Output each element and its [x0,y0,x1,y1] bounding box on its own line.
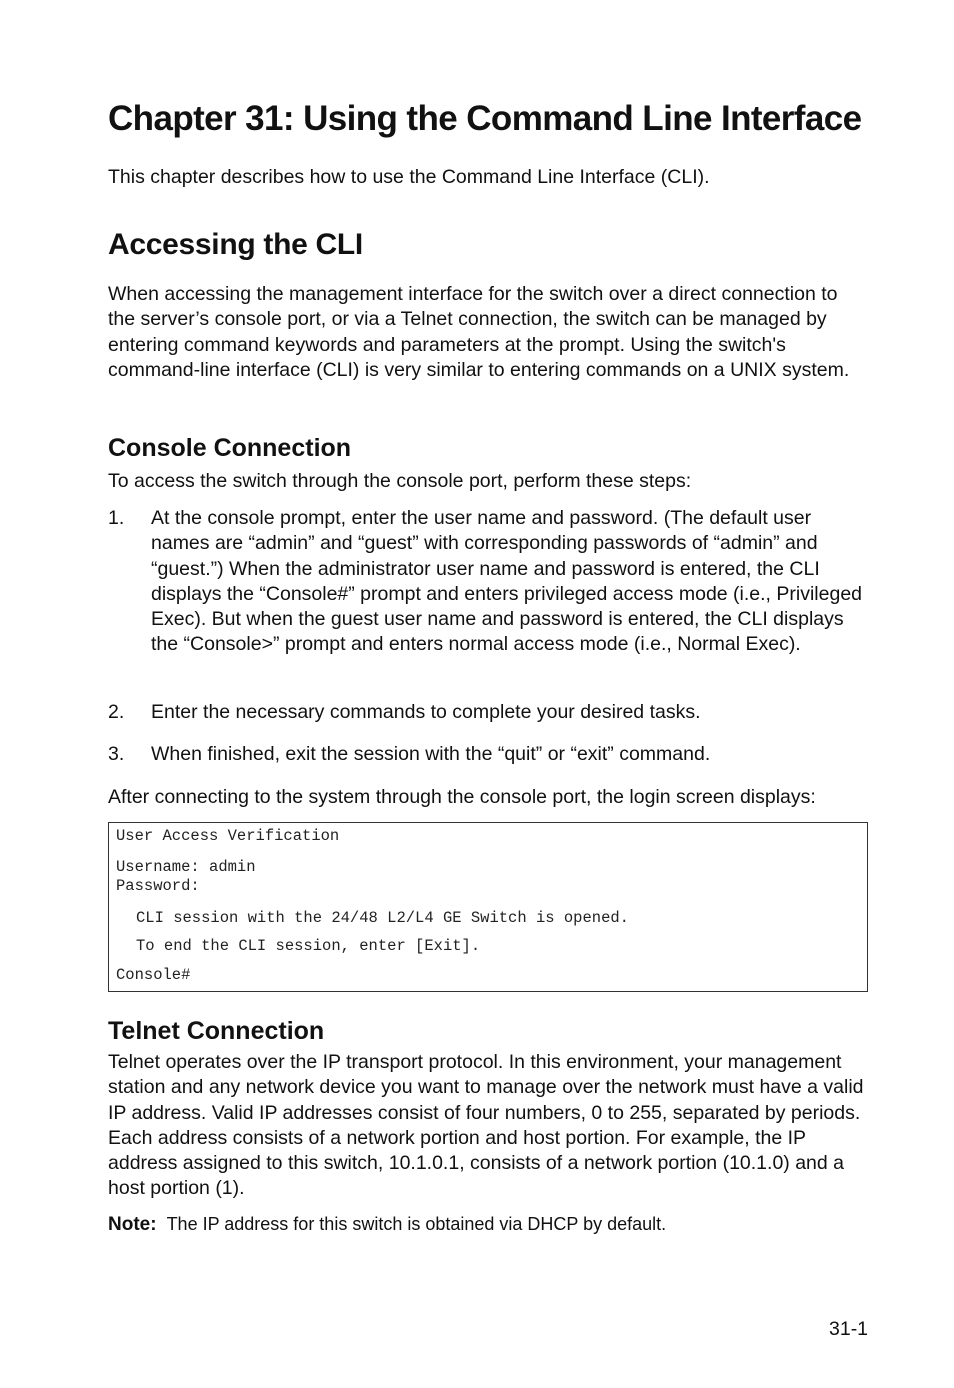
chapter-title: Chapter 31: Using the Command Line Interface [108,99,862,138]
step-text: Enter the necessary commands to complete your desired tasks. [151,701,701,723]
code-line: Console# [116,966,191,984]
console-after-text: After connecting to the system through the console port, the login screen displays: [108,786,816,808]
step-text: At the console prompt, enter the user name and password. (The default user names are “admin” and “guest” with corresponding passwords of “admin” and “guest.”) When the administrator user name and password is entered, the CLI displays the “Console#” prompt and enters privileged access mode (i.e., Privileged Exec). But when the guest user name and password is entered, the CLI displays the “Console>” prompt and enters normal access mode (i.e., Normal Exec). [151,507,863,656]
telnet-paragraph: Telnet operates over the IP transport protocol. In this environment, your management station and any network device you want to manage over the network must have a valid IP address. Valid IP addresses consist of four numbers, 0 to 255, separated by periods. Each address consists of a network portion and host portion. For example, the IP address assigned to this switch, 10.1.0.1, consists of a network portion (10.1.0) and a host portion (1). [108,1051,864,1200]
code-line: User Access Verification [116,827,340,845]
note [108,1214,666,1236]
step-number: 1. [108,507,125,529]
console-connection-heading: Console Connection [108,434,352,462]
code-line: Username: admin [116,858,256,876]
page-number: 31-1 [829,1318,869,1340]
telnet-connection-heading: Telnet Connection [108,1017,325,1045]
code-line: CLI session with the 24/48 L2/L4 GE Switch is opened. [136,909,629,927]
code-line: Password: [116,877,200,895]
login-screen-code-block [108,822,868,992]
section-paragraph: When accessing the management interface for the switch over a direct connection to the server’s console port, or via a Telnet connection, the switch can be managed by entering command keywords and parameters at the prompt. Using the switch's command-line interface (CLI) is very similar to entering commands on a UNIX system. [108,283,850,381]
note-label: Note: [108,1214,157,1235]
chapter-intro: This chapter describes how to use the Command Line Interface (CLI). [108,166,710,188]
note-text: The IP address for this switch is obtained via DHCP by default. [166,1214,667,1234]
step-number: 3. [108,743,125,765]
step-text: When finished, exit the session with the “quit” or “exit” command. [151,743,711,765]
section-title: Accessing the CLI [108,228,363,261]
console-lead: To access the switch through the console port, perform these steps: [108,470,692,492]
code-line: To end the CLI session, enter [Exit]. [136,937,481,955]
step-number: 2. [108,701,125,723]
